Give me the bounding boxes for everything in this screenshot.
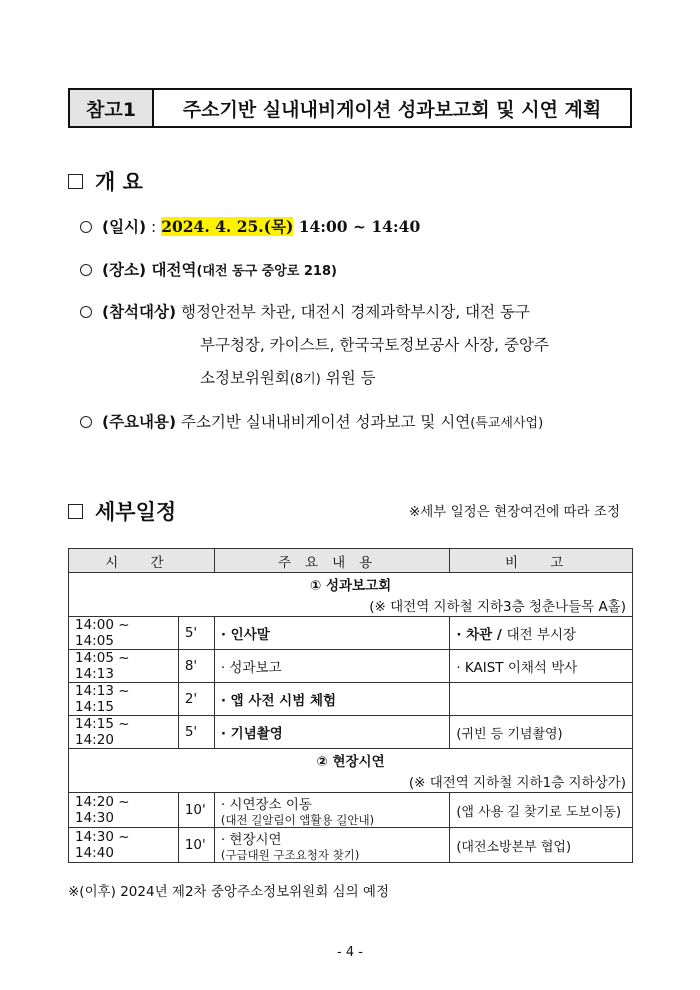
- page-number: - 4 -: [337, 945, 363, 960]
- table-row: [69, 716, 633, 749]
- content-cell: · 인사말: [214, 617, 449, 650]
- group-title-row: [69, 573, 633, 595]
- time-cell: 14:20 ~ 14:30: [69, 793, 179, 828]
- duration-cell: 10': [178, 793, 214, 828]
- table-row: [69, 617, 633, 650]
- note-cell: · 차관 / 대전 부시장: [450, 617, 633, 650]
- table-row: [69, 828, 633, 863]
- section-overview-heading: 개 요: [68, 166, 143, 196]
- time-cell: 14:15 ~ 14:20: [69, 716, 179, 749]
- page-title: 주소기반 실내내비게이션 성과보고회 및 시연 계획: [182, 98, 602, 121]
- time-cell: 14:30 ~ 14:40: [69, 828, 179, 863]
- duration-cell: 5': [178, 716, 214, 749]
- table-row: [69, 683, 633, 716]
- overview-place: (장소) 대전역(대전 동구 중앙로 218): [80, 258, 337, 280]
- header-content: 주요내용: [214, 549, 449, 573]
- overview-attendees-line2: 부구청장, 카이스트, 한국국토정보공사 사장, 중앙주: [200, 336, 549, 354]
- note-cell: [450, 683, 633, 716]
- group-location-row: [69, 771, 633, 793]
- group-location: (※ 대전역 지하철 지하1층 지하상가): [69, 771, 633, 793]
- footnote: ※(이후) 2024년 제2차 중앙주소정보위원회 심의 예정: [68, 884, 389, 900]
- circle-bullet-icon: [80, 306, 92, 318]
- section-schedule-heading: 세부일정: [68, 496, 176, 526]
- time-cell: 14:05 ~ 14:13: [69, 650, 179, 683]
- content-cell: · 현장시연 (구급대원 구조요청자 찾기): [214, 828, 449, 863]
- circle-bullet-icon: [80, 264, 92, 276]
- group-location: (※ 대전역 지하철 지하3층 청춘나들목 A홀): [69, 595, 633, 617]
- group-title-row: [69, 749, 633, 771]
- circle-bullet-icon: [80, 221, 92, 233]
- duration-cell: 2': [178, 683, 214, 716]
- time-cell: 14:00 ~ 14:05: [69, 617, 179, 650]
- note-cell: (앱 사용 길 찾기로 도보이동): [450, 793, 633, 828]
- content-cell: · 앱 사전 시범 체험: [214, 683, 449, 716]
- group-title: ② 현장시연: [69, 749, 633, 771]
- group-location-row: [69, 595, 633, 617]
- table-row: [69, 650, 633, 683]
- content-cell: · 기념촬영: [214, 716, 449, 749]
- circle-bullet-icon: [80, 416, 92, 428]
- duration-cell: 5': [178, 617, 214, 650]
- content-cell: · 시연장소 이동 (대전 길알림이 앱활용 길안내): [214, 793, 449, 828]
- overview-content: (주요내용) 주소기반 실내내비게이션 성과보고 및 시연(특교세사업): [80, 410, 543, 432]
- note-cell: · KAIST 이채석 박사: [450, 650, 633, 683]
- duration-cell: 8': [178, 650, 214, 683]
- content-cell: · 성과보고: [214, 650, 449, 683]
- title-tag: 참고1: [70, 90, 154, 126]
- note-cell: (대전소방본부 협업): [450, 828, 633, 863]
- table-row: [69, 793, 633, 828]
- header-note: 비 고: [450, 549, 633, 573]
- note-cell: (귀빈 등 기념촬영): [450, 716, 633, 749]
- checkbox-icon: [68, 504, 83, 519]
- header-time: 시 간: [69, 549, 215, 573]
- overview-attendees-line3: 소정보위원회(8기) 위원 등: [200, 369, 376, 387]
- group-title: ① 성과보고회: [69, 573, 633, 595]
- schedule-table: [68, 548, 633, 863]
- title-box: [68, 88, 632, 128]
- schedule-note: ※세부 일정은 현장여건에 따라 조정: [408, 504, 620, 520]
- table-header-row: [69, 549, 633, 573]
- duration-cell: 10': [178, 828, 214, 863]
- overview-date: (일시) : 2024. 4. 25.(목) 14:00 ~ 14:40: [80, 215, 420, 237]
- overview-attendees: (참석대상) 행정안전부 차관, 대전시 경제과학부시장, 대전 동구: [80, 300, 530, 322]
- date-highlight: 2024. 4. 25.(목): [161, 217, 294, 236]
- time-cell: 14:13 ~ 14:15: [69, 683, 179, 716]
- checkbox-icon: [68, 174, 83, 189]
